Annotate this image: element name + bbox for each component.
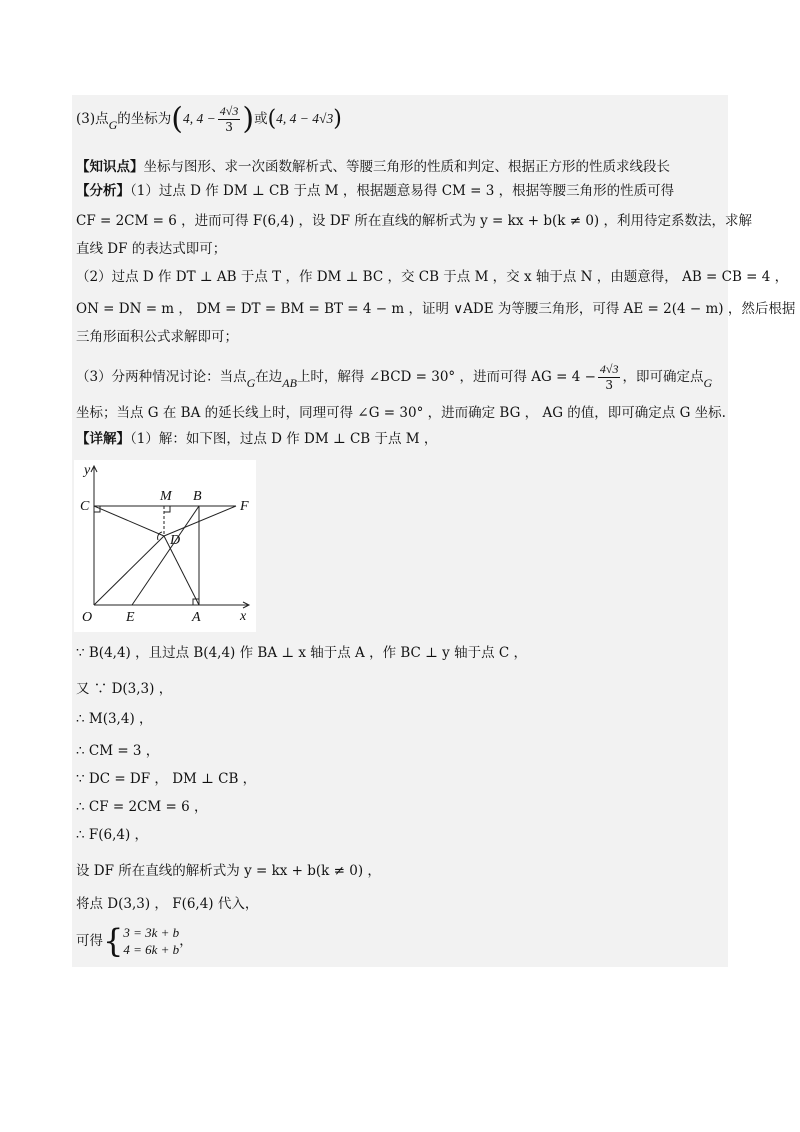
step-line-3 <box>76 710 153 728</box>
geometry-figure <box>74 460 256 632</box>
point-g-3: G <box>703 376 713 390</box>
system-equations <box>123 924 179 958</box>
step-line-5 <box>76 770 256 788</box>
system-suffix: ， <box>179 933 193 949</box>
left-paren-2: ( <box>267 106 277 132</box>
analysis-text-4: （2）过点 D 作 DT ⊥ AB 于点 T ，作 DM ⊥ BC ，交 CB 于点 M ，交 x 轴于点 N ，由题意得， AB = CB = 4 ， <box>76 269 789 285</box>
analysis-line-5 <box>76 300 795 318</box>
analysis-text-8: 坐标；当点 G 在 BA 的延长线上时，同理可得 ∠G = 30° ，进而确定 BG ， AG 的值，即可确定点 G 坐标. <box>76 405 726 421</box>
segment-ab: AB <box>282 376 297 390</box>
left-brace: { <box>103 922 124 960</box>
label-e: E <box>126 610 135 625</box>
left-paren: ( <box>171 101 184 137</box>
step-line-2 <box>76 680 172 698</box>
analysis-line-6 <box>76 328 238 346</box>
step-line-1 <box>76 644 527 662</box>
frac-num-2: 4√3 <box>599 362 619 376</box>
line-df <box>164 506 236 536</box>
analysis-7a: （3）分两种情况讨论：当点 <box>76 369 247 385</box>
fraction-4root3-over-3 <box>218 104 241 135</box>
label-m: M <box>160 489 172 504</box>
step-3: ∴ M(3,4) ， <box>76 711 153 727</box>
right-angle-m <box>164 506 170 512</box>
analysis-text-1: （1）过点 D 作 DM ⊥ CB 于点 M ，根据题意易得 CM = 3 ，根据等腰三角形的性质可得 <box>130 183 675 199</box>
part3-label: (3)点 <box>76 111 109 127</box>
label-a: A <box>192 610 201 625</box>
step-9: 将点 D(3,3) ， F(6,4) 代入， <box>76 896 259 912</box>
equation-2: 4 = 6k + b <box>123 942 180 957</box>
analysis-line-7 <box>76 362 712 393</box>
coord-text: 的坐标为 <box>117 111 172 127</box>
analysis-7b: 在边 <box>255 369 283 385</box>
right-paren-2: ) <box>333 106 342 132</box>
frac-den: 3 <box>225 120 233 134</box>
detail-line <box>76 430 437 448</box>
analysis-text-3: 直线 DF 的表达式即可； <box>76 241 227 257</box>
analysis-7c: 上时，解得 ∠BCD = 30° ，进而可得 AG = 4 − <box>296 369 596 385</box>
right-paren: ) <box>242 101 255 137</box>
detail-text: （1）解：如下图，过点 D 作 DM ⊥ CB 于点 M ， <box>130 431 438 447</box>
step-line-9 <box>76 895 258 913</box>
analysis-label: 【分析】 <box>76 183 130 199</box>
step-line-4 <box>76 742 159 760</box>
analysis-line-4 <box>76 268 788 286</box>
label-o: O <box>82 610 93 625</box>
label-b: B <box>193 489 202 504</box>
line-od <box>94 536 164 605</box>
analysis-line-1 <box>76 182 674 200</box>
step-line-8 <box>76 862 381 880</box>
frac-num: 4√3 <box>219 104 239 118</box>
step-5: ∵ DC = DF ， DM ⊥ CB ， <box>76 771 257 787</box>
line-eb <box>132 506 199 605</box>
knowledge-text: 坐标与图形、求一次函数解析式、等腰三角形的性质和判定、根据正方形的性质求线段长 <box>143 159 670 175</box>
frac-den-2: 3 <box>605 378 613 392</box>
label-c: C <box>80 499 90 514</box>
step-line-6 <box>76 798 208 816</box>
label-f: F <box>240 499 249 514</box>
label-d: D <box>170 533 181 548</box>
answer-line-g <box>76 101 342 137</box>
knowledge-line <box>76 158 670 176</box>
point-g-2: G <box>246 376 256 390</box>
step-8: 设 DF 所在直线的解析式为 y = kx + b(k ≠ 0) ， <box>76 863 381 879</box>
step-1: ∵ B(4,4) ，且过点 B(4,4) 作 BA ⊥ x 轴于点 A ，作 BC ⊥ y 轴于点 C ， <box>76 645 527 661</box>
or-text: 或 <box>254 111 268 127</box>
analysis-line-8 <box>76 404 726 422</box>
fraction-ag <box>598 362 621 393</box>
equation-1: 3 = 3k + b <box>123 925 180 940</box>
analysis-7d: ，即可确定点 <box>622 369 704 385</box>
coord1-text: 4, 4 − <box>183 111 216 126</box>
analysis-text-5: ON = DN = m ， DM = DT = BM = BT = 4 − m ，证明 ∨ADE 为等腰三角形，可得 AE = 2(4 − m) ，然后根据 <box>76 301 796 317</box>
knowledge-label: 【知识点】 <box>76 159 144 175</box>
point-g: G <box>108 118 118 132</box>
equation-system <box>76 924 193 958</box>
step-6: ∴ CF = 2CM = 6 ， <box>76 799 208 815</box>
step-7: ∴ F(6,4) ， <box>76 827 149 843</box>
line-cd <box>94 506 164 536</box>
analysis-line-2 <box>76 212 752 230</box>
system-prefix: 可得 <box>76 933 103 949</box>
label-y: y <box>84 463 91 478</box>
analysis-text-2: CF = 2CM = 6 ，进而可得 F(6,4) ，设 DF 所在直线的解析式为 y = kx + b(k ≠ 0) ，利用待定系数法，求解 <box>76 213 752 229</box>
step-line-7 <box>76 826 148 844</box>
analysis-text-6: 三角形面积公式求解即可； <box>76 329 238 345</box>
step-2: 又 ∵ D(3,3) ， <box>76 681 173 697</box>
step-4: ∴ CM = 3 ， <box>76 743 160 759</box>
coord2-text: 4, 4 − 4√3 <box>276 111 334 126</box>
detail-label: 【详解】 <box>76 431 130 447</box>
analysis-line-3 <box>76 240 226 258</box>
label-x: x <box>240 609 247 624</box>
